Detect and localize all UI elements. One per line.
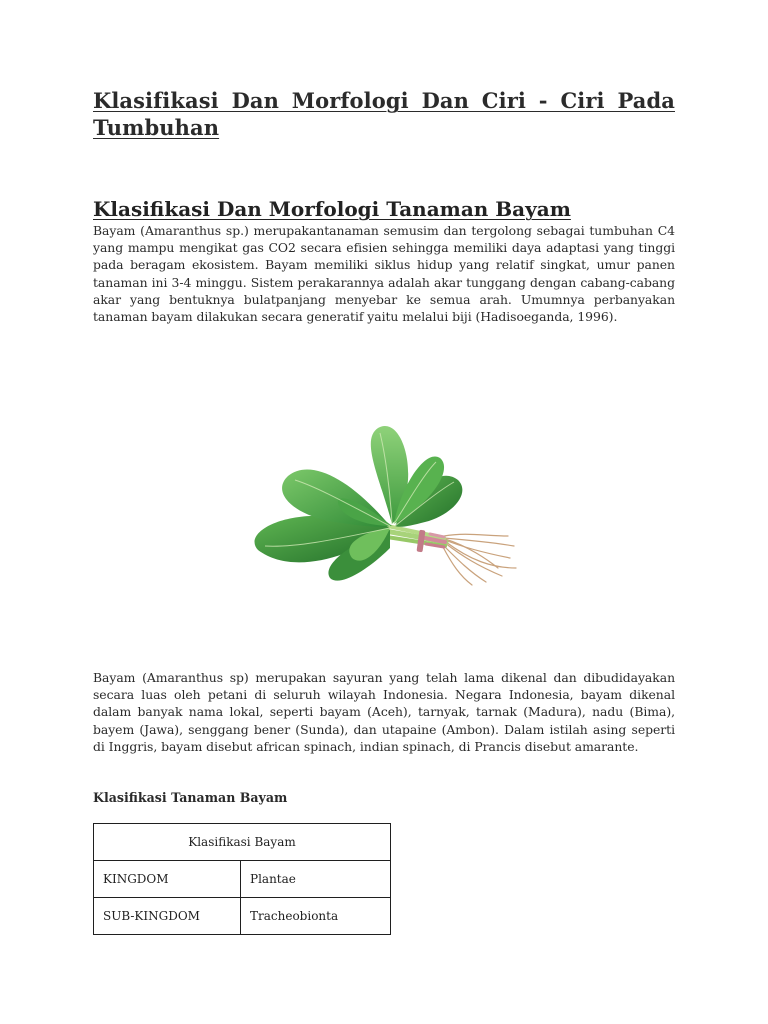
spinach-illustration [240, 418, 520, 588]
table-row [94, 861, 391, 898]
table-row [94, 898, 391, 935]
table-cell-label: KINGDOM [94, 861, 241, 898]
roots-group [443, 534, 516, 585]
paragraph-local-names: Bayam (Amaranthus sp) merupakan sayuran yang telah lama dikenal dan dibudidayakan secara luas oleh petani di seluruh wilayah Indonesia. Negara Indonesia, bayam dikenal dalam banyak nama lokal, seperti bayam (Aceh), tarnyak, tarnak (Madura), nadu (Bima), bayem (Jawa), senggang bener (Sunda), dan utapaine (Ambon). Dalam istilah asing seperti di Inggris, bayam disebut african spinach, indian spinach, di Prancis disebut amarante. [93, 670, 675, 754]
main-title: Klasifikasi Dan Morfologi Dan Ciri - Ciri Pada Tumbuhan [93, 88, 675, 140]
table-cell-value: Tracheobionta [241, 898, 391, 935]
table-header-cell: Klasifikasi Bayam [94, 824, 391, 861]
table-cell-label: SUB-KINGDOM [94, 898, 241, 935]
classification-table [93, 823, 391, 935]
paragraph-intro: Bayam (Amaranthus sp.) merupakantanaman semusim dan tergolong sebagai tumbuhan C4 yang mampu mengikat gas CO2 secara efisien sehingga memiliki daya adaptasi yang tinggi pada beragam ekosistem. Bayam memiliki siklus hidup yang relatif singkat, umur panen tanaman ini 3-4 minggu. Sistem perakarannya adalah akar tunggang dengan cabang-cabang akar yang bentuknya bulatpanjang menyebar ke semua arah. Umumnya perbanyakan tanaman bayam dilakukan secara generatif yaitu melalui biji (Hadisoeganda, 1996). [93, 223, 675, 325]
table-cell-value: Plantae [241, 861, 391, 898]
table-header-row [94, 824, 391, 861]
spinach-image [240, 418, 520, 588]
leaves-group [255, 426, 463, 581]
table-heading: Klasifikasi Tanaman Bayam [93, 790, 288, 805]
section-title: Klasifikasi Dan Morfologi Tanaman Bayam [93, 197, 571, 221]
